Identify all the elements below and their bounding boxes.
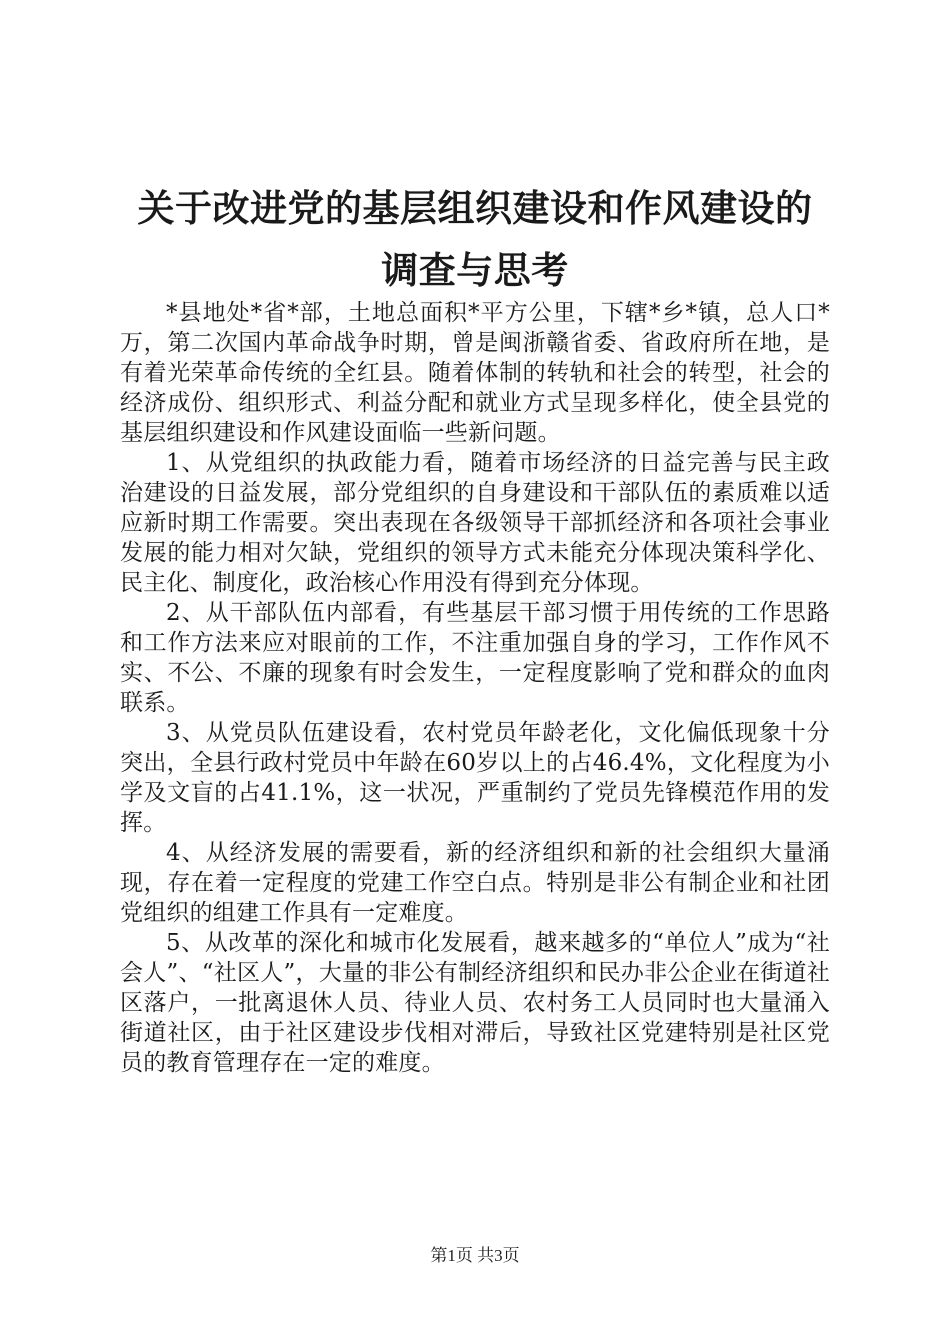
document-body [120, 298, 830, 1078]
paragraph-intro: *县地处*省*部，土地总面积*平方公里，下辖*乡*镇，总人口*万，第二次国内革命战争时期，曾是闽浙赣省委、省政府所在地，是有着光荣革命传统的全红县。随着体制的转轨和社会的转型，社会的经济成份、组织形式、利益分配和就业方式呈现多样化，使全县党的基层组织建设和作风建设面临一些新问题。 [120, 300, 830, 446]
document-title: 关于改进党的基层组织建设和作风建设的调查与思考 [137, 187, 813, 292]
paragraph-2: 2、从干部队伍内部看，有些基层干部习惯于用传统的工作思路和工作方法来应对眼前的工作，不注重加强自身的学习，工作作风不实、不公、不廉的现象有时会发生，一定程度影响了党和群众的血肉联系。 [120, 600, 830, 716]
paragraph-3: 3、从党员队伍建设看，农村党员年龄老化，文化偏低现象十分突出，全县行政村党员中年龄在60岁以上的占46.4%，文化程度为小学及文盲的占41.1%，这一状况，严重制约了党员先锋模范作用的发挥。 [120, 720, 830, 836]
page-number-footer: 第1页 共3页 [430, 1246, 520, 1265]
paragraph-5: 5、从改革的深化和城市化发展看，越来越多的“单位人”成为“社会人”、“社区人”，大量的非公有制经济组织和民办非公企业在街道社区落户，一批离退休人员、待业人员、农村务工人员同时也大量涌入街道社区，由于社区建设步伐相对滞后，导致社区党建特别是社区党员的教育管理存在一定的难度。 [120, 930, 830, 1076]
paragraph-4: 4、从经济发展的需要看，新的经济组织和新的社会组织大量涌现，存在着一定程度的党建工作空白点。特别是非公有制企业和社团党组织的组建工作具有一定难度。 [120, 840, 830, 926]
paragraph-1: 1、从党组织的执政能力看，随着市场经济的日益完善与民主政治建设的日益发展，部分党组织的自身建设和干部队伍的素质难以适应新时期工作需要。突出表现在各级领导干部抓经济和各项社会事业发展的能力相对欠缺，党组织的领导方式未能充分体现决策科学化、民主化、制度化，政治核心作用没有得到充分体现。 [120, 450, 830, 596]
